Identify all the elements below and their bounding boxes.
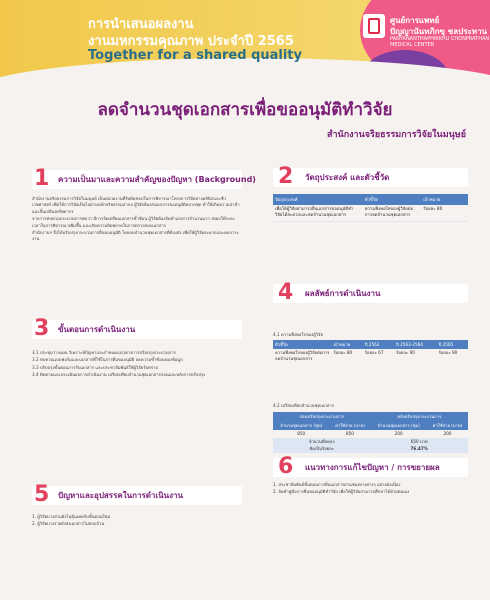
table-header: ปี 2562 <box>363 340 394 349</box>
objectives-table <box>273 194 468 222</box>
results-table <box>273 340 468 362</box>
table-cell: ร้อยละ 67 <box>364 350 384 355</box>
step-item: 3.1 ประชุมวางแผน วิเคราะห์ปัญหาและกำหนดแนวทางการปรับปรุงกระบวนการ <box>32 350 176 355</box>
solution-item: 1. ประชาสัมพันธ์ขั้นตอนการยื่นเอกสารผ่านช่องทางต่างๆ อย่างต่อเนื่อง <box>273 482 401 487</box>
section3-number: 3 <box>34 316 50 341</box>
table-cell: ความพึงพอใจของผู้วิจัยต่อการลดจำนวนชุดเอกสาร <box>363 205 422 222</box>
summary-value: 650 บาท <box>370 438 468 446</box>
summary-row <box>273 438 468 446</box>
table-header: ปี 2565 <box>437 340 468 349</box>
table-header: จำนวนชุดเอกสาร (ชุด) <box>273 421 329 430</box>
table-cell: ร้อยละ 80 <box>421 205 468 222</box>
table-header: ค่าใช้จ่าย (บาท) <box>427 421 468 430</box>
table-row <box>273 430 468 438</box>
table-cell: 850 <box>297 431 306 436</box>
background-text <box>32 196 242 244</box>
table-row <box>273 205 468 222</box>
section3-title: ขั้นตอนการดำเนินงาน <box>58 325 136 334</box>
table-header: เป้าหมาย <box>332 340 363 349</box>
step-item: 3.4 ติดตามและประเมินผลการดำเนินงาน เปรียบเทียบจำนวนชุดเอกสารก่อนและหลังการปรับปรุง <box>32 372 206 378</box>
table-cell: ร้อยละ 80 <box>333 350 353 355</box>
header-line1: การนำเสนอผลงาน <box>88 17 194 32</box>
section6-title: แนวทางการแก้ไขปัญหา / การขยายผล <box>305 463 440 472</box>
section1-number: 1 <box>34 166 50 191</box>
background-para: สำนักงานจริยธรรมการวิจัยในมนุษย์ เป็นหน่วยงานที่รับผิดชอบในการพิจารณาโครงการวิจัยทางคลินิกและชีวเวชศาสตร์ เพื่อให้การวิจัยเป็นไปตามหลักจริยธรรมสากล ผู้วิจัยต้องส่งเอกสารขออนุมัติหลายชุด ทำให้เกิดความล่าช้าและสิ้นเปลืองทรัพยากร <box>32 196 240 214</box>
table-header: ตัวชี้วัด <box>273 340 332 349</box>
section6-number: 6 <box>278 454 294 479</box>
table-group-header: ก่อนปรับปรุงกระบวนการ <box>273 412 370 421</box>
table-cell: 200 <box>394 431 403 436</box>
table-header: ค่าใช้จ่าย (บาท) <box>329 421 370 430</box>
problem-item: 2. ผู้วิจัยบางรายยังส่งเอกสารไม่ครบถ้วน <box>32 521 105 527</box>
org-name-line2: ปัญญานันทภิกขุ ชลประทาน <box>390 27 488 36</box>
solutions-text <box>273 482 468 497</box>
org-name-line1: ศูนย์การแพทย์ <box>390 16 440 25</box>
header-line2: งานมหกรรมคุณภาพ ประจำปี 2565 <box>88 34 294 49</box>
section4-number: 4 <box>278 280 294 305</box>
header-slogan: Together for a shared quality <box>88 48 302 63</box>
table-row <box>273 349 468 362</box>
background-para: จากการทบทวนกระบวนการพบว่า มีการจัดเตรียมเอกสารซ้ำซ้อน ผู้วิจัยต้องจัดทำเอกสารจำนวนมาก ส่งผลให้ระยะเวลาในการพิจารณาเพิ่มขึ้น และเกิดความผิดพลาดในการตรวจสอบเอกสาร <box>32 216 235 228</box>
table-header: ตัวชี้วัด <box>363 194 422 205</box>
section2-title: วัตถุประสงค์ และตัวชี้วัด <box>305 173 390 182</box>
table-cell: ร้อยละ 90 <box>438 350 458 355</box>
step-item: 3.3 ปรับปรุงขั้นตอนการรับเอกสาร และประชาสัมพันธ์ให้ผู้วิจัยรับทราบ <box>32 364 159 370</box>
section2-number: 2 <box>278 164 294 189</box>
table-cell: ความพึงพอใจของผู้วิจัยต่อการลดจำนวนชุดเอกสาร <box>275 350 330 361</box>
table-header: จำนวนชุดเอกสาร (ชุด) <box>370 421 426 430</box>
cost-table <box>273 412 468 453</box>
table-header: ปี 2563-2564 <box>394 340 437 349</box>
results-intro2: 4.2 เปรียบเทียบจำนวนชุดเอกสาร <box>273 403 334 408</box>
problems-text <box>32 514 242 529</box>
section5-number: 5 <box>34 482 50 507</box>
section5-title: ปัญหาและอุปสรรคในการดำเนินงาน <box>58 491 183 500</box>
org-name-english: PANYANANTHAPHIKKHU CHONPRATHAN MEDICAL CENTER <box>390 36 490 48</box>
table-cell: ร้อยละ 90 <box>396 350 415 355</box>
results-intro: 4.1 ความพึงพอใจของผู้วิจัย <box>273 332 323 337</box>
summary-value: 76.47% <box>370 445 468 453</box>
section1-title: ความเป็นมาและความสำคัญของปัญหา (Background) <box>58 175 256 184</box>
table-group-header: หลังปรับปรุงกระบวนการ <box>370 412 468 421</box>
hospital-logo-icon <box>363 14 385 38</box>
section4-title: ผลลัพธ์การดำเนินงาน <box>305 289 381 298</box>
step-item: 3.2 ทบทวนแบบฟอร์มและเอกสารที่ใช้ในการยื่นขออนุมัติ ลดความซ้ำซ้อนของข้อมูล <box>32 357 183 363</box>
header-banner <box>0 0 490 88</box>
summary-label: คิดเป็นร้อยละ <box>273 445 370 453</box>
solution-item: 2. จัดทำคู่มือการยื่นขออนุมัติทำวิจัย เพื่อให้ผู้วิจัยสามารถศึกษาได้ด้วยตนเอง <box>273 489 410 495</box>
summary-row <box>273 445 468 453</box>
steps-text <box>32 350 242 380</box>
summary-label: จำนวนที่ลดลง <box>273 438 370 446</box>
table-cell: 850 <box>345 431 354 436</box>
poster-title: ลดจำนวนชุดเอกสารเพื่อขออนุมัติทำวิจัย <box>97 100 393 120</box>
table-cell: 200 <box>443 431 452 436</box>
table-header: วัตถุประสงค์ <box>273 194 363 205</box>
table-cell: เพื่อให้ผู้วิจัยสามารถยื่นเอกสารขออนุมัติทำวิจัยได้สะดวกและลดจำนวนชุดเอกสาร <box>273 205 363 222</box>
problem-item: 1. ผู้วิจัยบางส่วนยังไม่คุ้นเคยกับขั้นตอนใหม่ <box>32 514 111 519</box>
poster-subtitle: สำนักงานจริยธรรมการวิจัยในมนุษย์ <box>327 130 466 140</box>
table-header: เป้าหมาย <box>421 194 468 205</box>
background-para: สำนักงานฯ จึงได้ปรับปรุงกระบวนการยื่นขออนุมัติ โดยลดจำนวนชุดเอกสารที่ต้องส่ง เพื่อให้ผู้วิจัยสะดวกและลดภาระงาน <box>32 230 239 242</box>
